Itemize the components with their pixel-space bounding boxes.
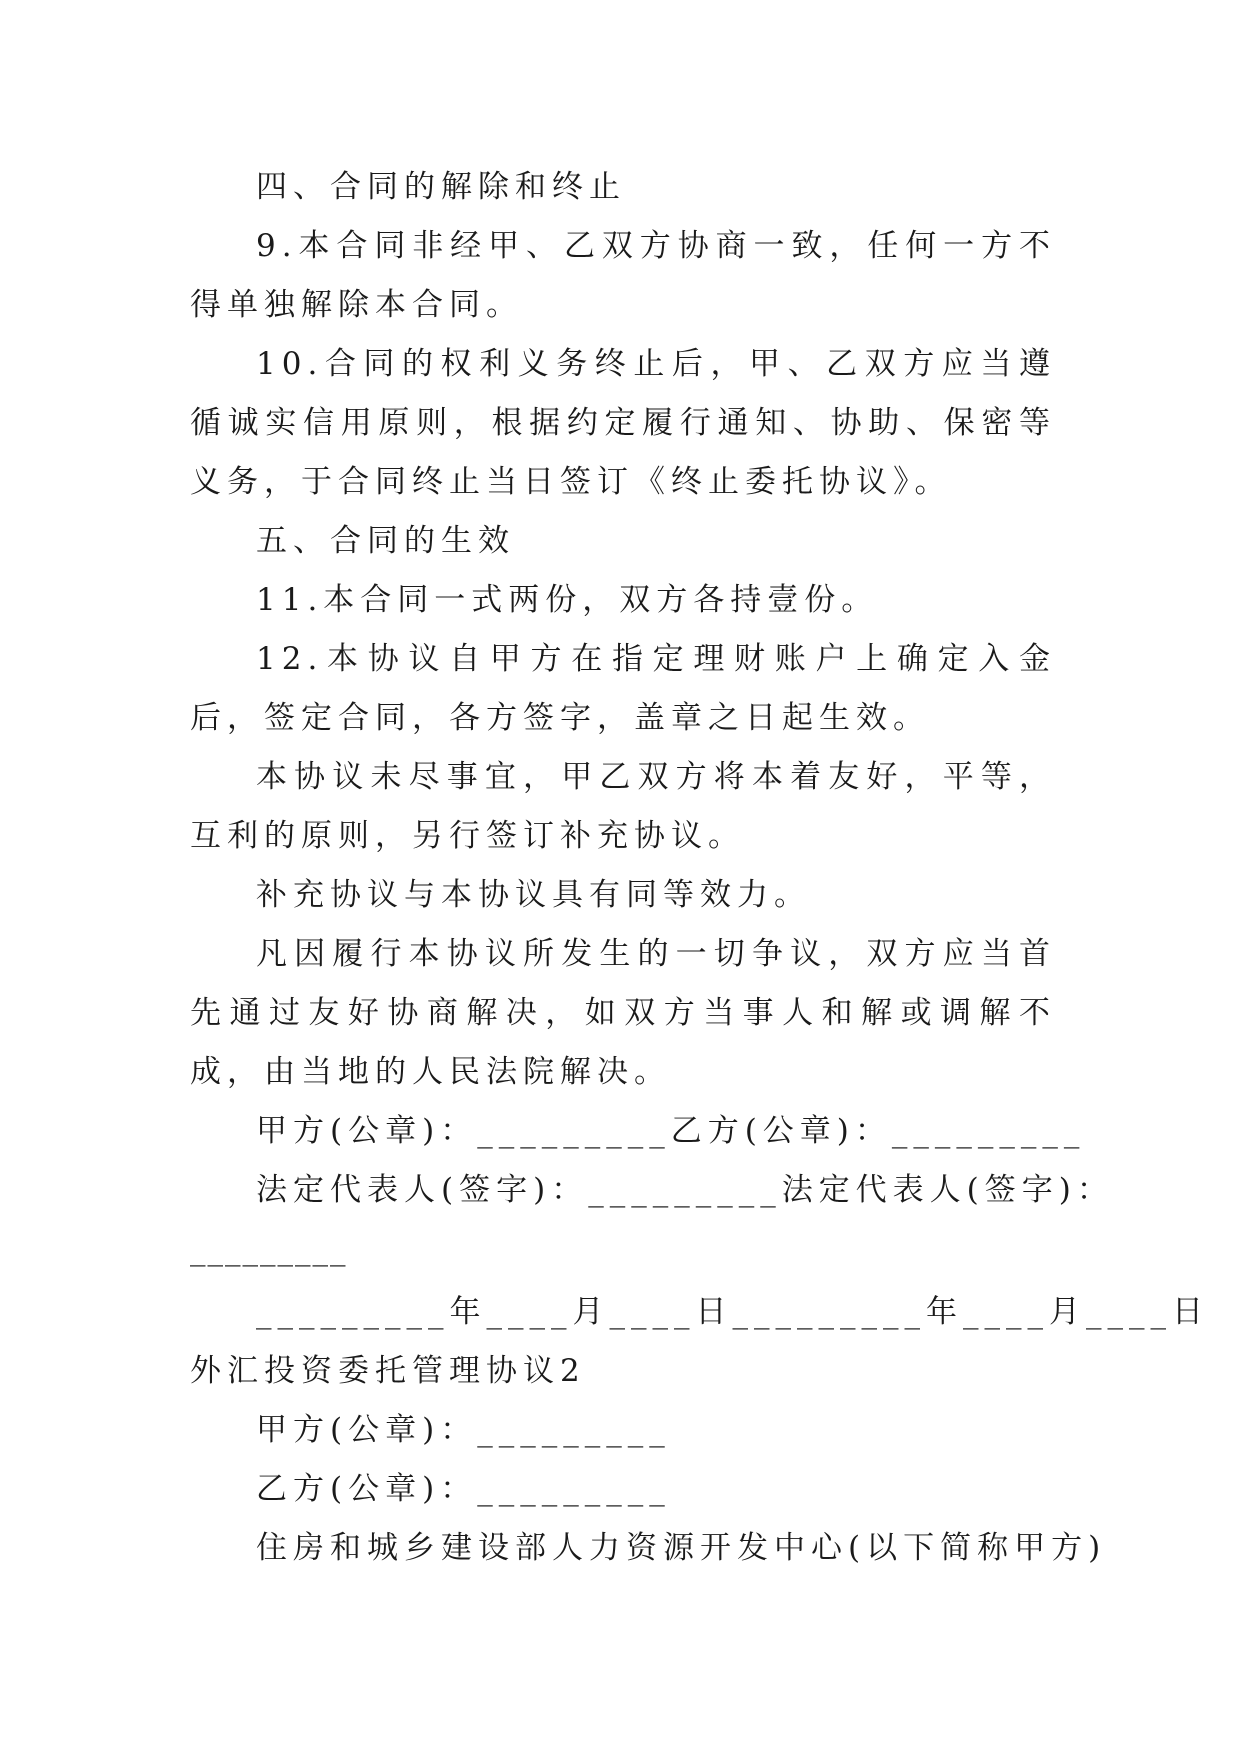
section-heading-termination: 四、合同的解除和终止 <box>256 169 626 205</box>
supplementary-clause: 本协议未尽事宜，甲乙双方将本着友好，平等，互利的原则，另行签订补充协议。 <box>190 759 1056 854</box>
agreement-2-party-b: 乙方(公章)：_________ <box>256 1471 671 1507</box>
agreement-2-party-a: 甲方(公章)：_________ <box>256 1412 671 1448</box>
clause-12: 12.本协议自甲方在指定理财账户上确定入金后，签定合同，各方签字，盖章之日起生效。 <box>190 641 1056 736</box>
signature-representative-line: 法定代表人(签字)：_________法定代表人(签字)： <box>256 1172 1114 1208</box>
section-heading-effectiveness: 五、合同的生效 <box>256 523 515 559</box>
signature-date-line: _________年____月____日_________年____月____日 <box>256 1294 1209 1330</box>
document-body <box>190 158 1209 1578</box>
clause-10: 10.合同的权利义务终止后，甲、乙双方应当遵循诚实信用原则，根据约定履行通知、协助、保密等义务，于合同终止当日签订《终止委托协议》。 <box>190 346 1056 500</box>
agreement-2-intro: 住房和城乡建设部人力资源开发中心(以下简称甲方) <box>256 1530 1107 1566</box>
clause-11: 11.本合同一式两份，双方各持壹份。 <box>256 582 879 618</box>
signature-party-line: 甲方(公章)：_________乙方(公章)：_________ <box>256 1113 1086 1149</box>
clause-9: 9.本合同非经甲、乙双方协商一致，任何一方不得单独解除本合同。 <box>190 228 1056 323</box>
agreement-2-title: 外汇投资委托管理协议2 <box>190 1353 586 1389</box>
signature-representative-blank: _________ <box>190 1231 348 1267</box>
dispute-clause: 凡因履行本协议所发生的一切争议，双方应当首先通过友好协商解决，如双方当事人和解或调解不成，由当地的人民法院解决。 <box>190 936 1056 1090</box>
supplementary-effect-clause: 补充协议与本协议具有同等效力。 <box>256 877 811 913</box>
